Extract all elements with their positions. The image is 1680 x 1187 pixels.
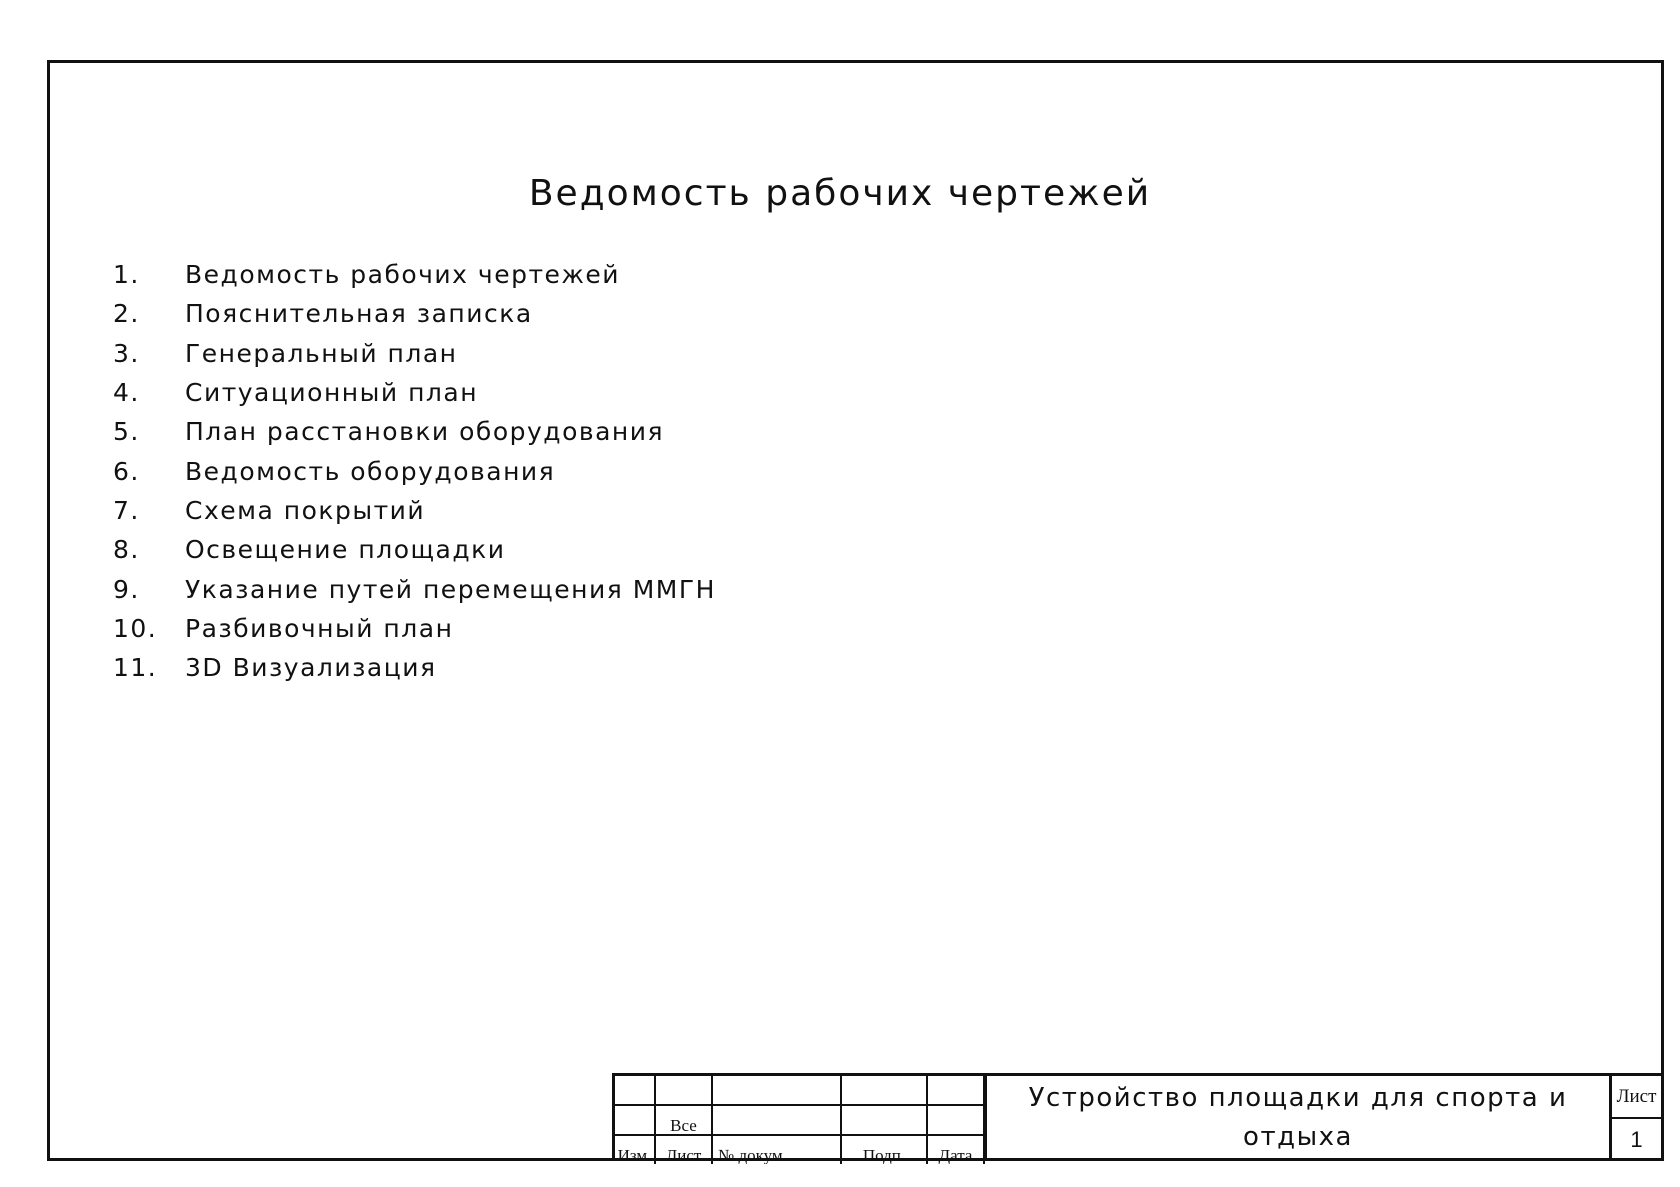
- title-block: [612, 1073, 1661, 1164]
- header-signature: Подп.: [841, 1135, 927, 1164]
- list-item-number: 2.: [113, 299, 140, 329]
- sheet-number: 1: [1630, 1126, 1643, 1152]
- list-item: [113, 373, 716, 412]
- list-item: [113, 255, 716, 294]
- list-item-label: Ситуационный план: [185, 378, 479, 408]
- list-item: [113, 491, 716, 530]
- list-item-label: Освещение площадки: [185, 535, 506, 565]
- list-item-label: Пояснительная записка: [185, 299, 533, 329]
- header-date: Дата: [927, 1135, 984, 1164]
- title-block-cell: [841, 1076, 927, 1105]
- list-item-number: 9.: [113, 574, 140, 604]
- project-name: Устройство площадки для спорта и отдыха: [984, 1076, 1609, 1160]
- list-item-label: Указание путей перемещения ММГН: [185, 574, 716, 604]
- list-item: [113, 648, 716, 687]
- title-block-cell: [712, 1105, 841, 1135]
- list-item-label: Схема покрытий: [185, 495, 426, 525]
- list-item-label: Ведомость рабочих чертежей: [185, 260, 621, 290]
- title-block-cell: [712, 1076, 841, 1105]
- list-item: [113, 334, 716, 373]
- title-block-cell: [615, 1076, 655, 1105]
- list-item-label: Разбивочный план: [185, 613, 454, 643]
- list-item: [113, 294, 716, 333]
- list-item-number: 11.: [113, 653, 158, 683]
- title-block-grid: [615, 1076, 985, 1164]
- title-block-cell: [615, 1105, 655, 1135]
- list-item: [113, 451, 716, 490]
- sheet-box: [1609, 1076, 1661, 1160]
- list-item-number: 6.: [113, 456, 140, 486]
- header-sheet: Лист: [655, 1135, 712, 1164]
- list-item-number: 10.: [113, 613, 158, 643]
- sheet-label: Лист: [1612, 1076, 1661, 1119]
- drawing-list: [113, 255, 716, 687]
- page-title: Ведомость рабочих чертежей: [528, 173, 1152, 214]
- list-item-number: 3.: [113, 338, 140, 368]
- list-item-number: 4.: [113, 378, 140, 408]
- list-item: [113, 412, 716, 451]
- list-item: [113, 609, 716, 648]
- list-item-number: 5.: [113, 417, 140, 447]
- list-item-number: 7.: [113, 495, 140, 525]
- title-block-cell: [841, 1105, 927, 1135]
- title-block-cell-all: Все: [655, 1105, 712, 1135]
- title-block-cell: [927, 1076, 984, 1105]
- list-item-label: Ведомость оборудования: [185, 456, 556, 486]
- list-item-number: 8.: [113, 535, 140, 565]
- list-item: [113, 530, 716, 569]
- list-item-label: 3D Визуализация: [185, 653, 437, 683]
- header-doc-number: № докум.: [712, 1135, 841, 1164]
- list-item-label: Генеральный план: [185, 338, 458, 368]
- title-block-cell: [655, 1076, 712, 1105]
- header-change: Изм.: [615, 1135, 655, 1164]
- list-item-number: 1.: [113, 260, 140, 290]
- list-item-label: План расстановки оборудования: [185, 417, 665, 447]
- title-block-cell: [927, 1105, 984, 1135]
- list-item: [113, 569, 716, 608]
